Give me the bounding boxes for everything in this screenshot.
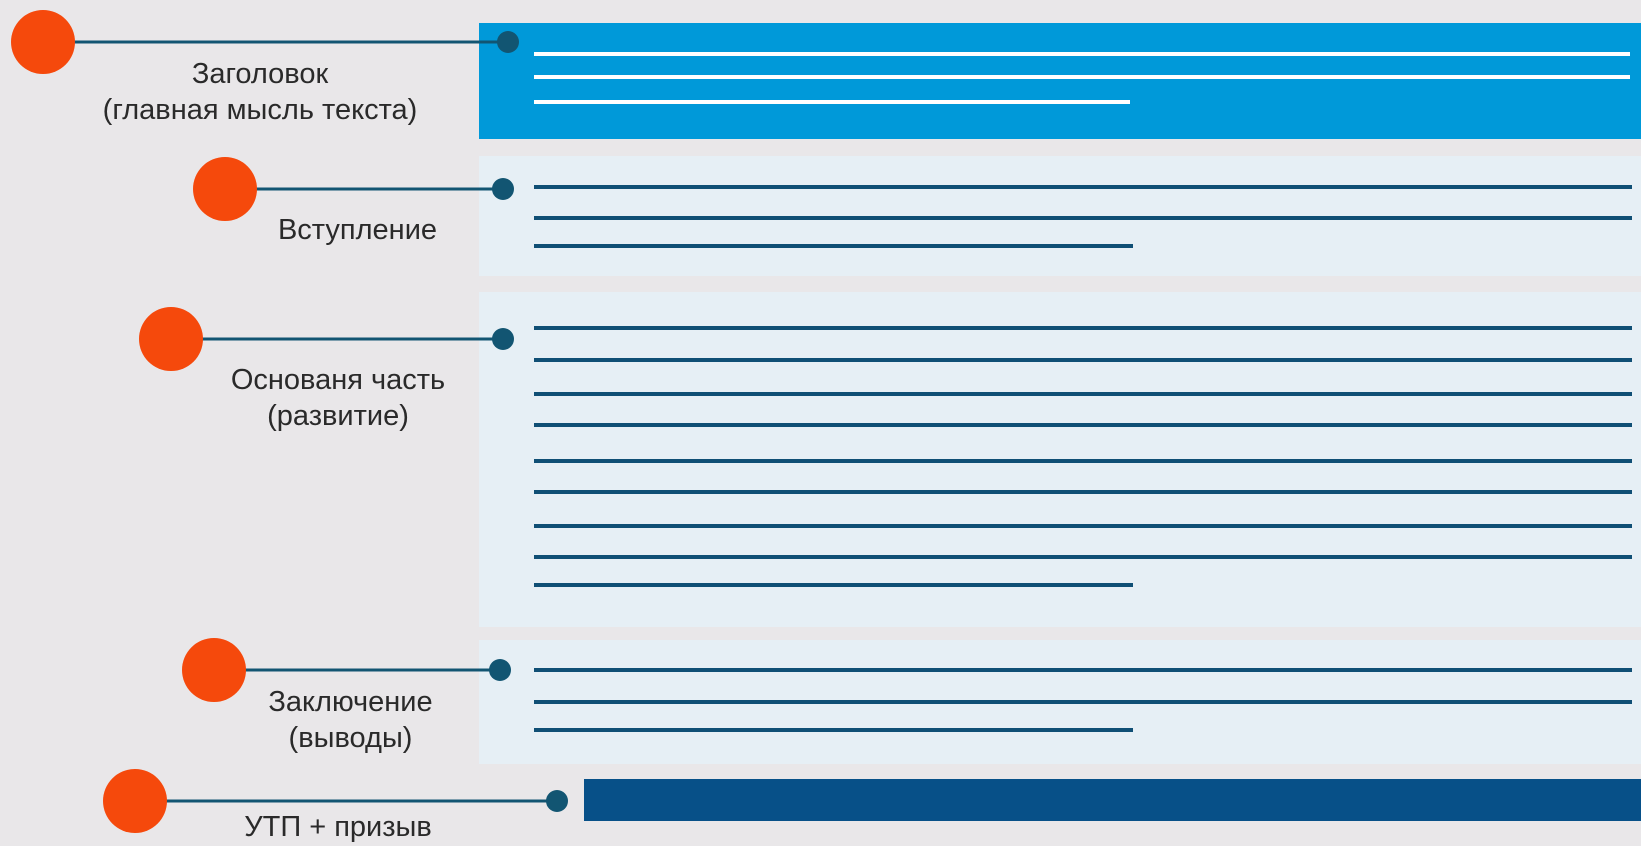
conclusion-label — [238, 684, 463, 756]
heading-block — [479, 23, 1641, 139]
cta-label-line-1: УТП + призыв — [244, 811, 432, 843]
conclusion-marker-dot — [182, 638, 246, 702]
main-label-line-2: (развитие) — [267, 400, 409, 432]
intro-label-line-1: Вступление — [277, 214, 438, 246]
main-marker-dot — [139, 307, 203, 371]
main-label-line-1: Основаня часть — [230, 364, 446, 396]
intro-marker-dot — [193, 157, 257, 221]
heading-label-line-2: (главная мысль текста) — [102, 94, 418, 126]
main-connector-end-dot — [492, 328, 514, 350]
cta-marker-dot — [103, 769, 167, 833]
main-label — [198, 362, 478, 434]
cta-label — [208, 809, 468, 845]
cta-block — [584, 779, 1641, 821]
cta-connector-end-dot — [546, 790, 568, 812]
conclusion-connector-end-dot — [489, 659, 511, 681]
conclusion-label-line-1: Заключение — [268, 686, 433, 718]
heading-label — [55, 56, 465, 128]
heading-connector-end-dot — [497, 31, 519, 53]
heading-label-line-1: Заголовок — [191, 58, 329, 90]
conclusion-label-line-2: (выводы) — [288, 722, 413, 754]
intro-label — [250, 212, 465, 248]
intro-connector-end-dot — [492, 178, 514, 200]
